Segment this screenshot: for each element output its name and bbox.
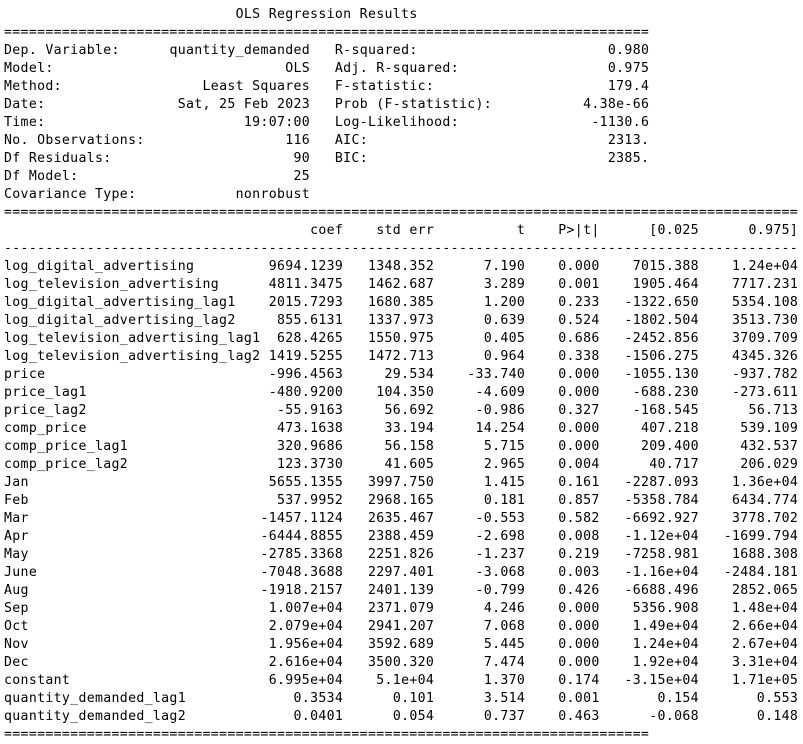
p-value: 0.001 bbox=[558, 691, 600, 706]
table-row bbox=[4, 564, 798, 582]
ci-lower-value: -1802.504 bbox=[624, 313, 699, 328]
summary-stat-value: 0.980 bbox=[607, 43, 650, 58]
ci-upper-value: 206.029 bbox=[740, 457, 799, 472]
coef-value: 628.4265 bbox=[276, 331, 344, 346]
p-value: 0.000 bbox=[558, 385, 600, 400]
ci-lower-value: 5356.908 bbox=[632, 601, 699, 616]
coef-value: 5655.1355 bbox=[268, 475, 344, 490]
double-rule: ================================================================================================ bbox=[4, 205, 799, 220]
t-value: -0.553 bbox=[475, 511, 526, 526]
summary-value: nonrobust bbox=[235, 187, 311, 202]
ci-lower-value: -1055.130 bbox=[624, 367, 699, 382]
ci-upper-value: -1699.794 bbox=[723, 529, 799, 544]
summary-value: quantity_demanded bbox=[169, 43, 311, 58]
page-title: OLS Regression Results bbox=[235, 7, 418, 22]
table-row bbox=[4, 312, 798, 330]
ci-lower-value: -5358.784 bbox=[624, 493, 699, 508]
t-value: 1.370 bbox=[483, 673, 526, 688]
ci-upper-value: 1.48e+04 bbox=[732, 601, 799, 616]
std-err-value: 2251.826 bbox=[367, 547, 435, 562]
table-row bbox=[4, 438, 798, 456]
ci-lower-value: -6692.927 bbox=[624, 511, 699, 526]
ci-upper-value: 3.31e+04 bbox=[732, 655, 799, 670]
variable-name: log_digital_advertising_lag2 bbox=[4, 313, 236, 328]
variable-name: Aug bbox=[4, 583, 29, 598]
ci-upper-value: 5354.108 bbox=[732, 295, 799, 310]
t-value: 14.254 bbox=[475, 421, 526, 436]
table-row bbox=[4, 582, 798, 600]
variable-name: comp_price bbox=[4, 421, 87, 436]
variable-name: quantity_demanded_lag1 bbox=[4, 691, 186, 706]
t-value: -0.986 bbox=[475, 403, 526, 418]
std-err-value: 1680.385 bbox=[368, 295, 435, 310]
table-row bbox=[4, 546, 798, 564]
ci-upper-value: 1688.308 bbox=[732, 547, 799, 562]
summary-stat-value: 2385. bbox=[607, 151, 650, 166]
p-value: 0.327 bbox=[558, 403, 600, 418]
std-err-value: 3997.750 bbox=[368, 475, 435, 490]
t-value: 0.639 bbox=[483, 313, 526, 328]
p-value: 0.000 bbox=[558, 601, 600, 616]
ci-upper-value: 56.713 bbox=[748, 403, 799, 418]
variable-name: June bbox=[4, 565, 38, 580]
t-value: 7.190 bbox=[483, 259, 526, 274]
p-value: 0.463 bbox=[558, 709, 600, 724]
ci-lower-value: -2452.856 bbox=[624, 331, 699, 346]
table-row bbox=[4, 348, 798, 366]
summary-value: 25 bbox=[293, 169, 311, 184]
summary-stat-label: Adj. R-squared: bbox=[334, 61, 459, 76]
summary-row bbox=[4, 42, 798, 60]
coef-value: 320.9686 bbox=[276, 439, 344, 454]
t-value: 0.181 bbox=[483, 493, 526, 508]
variable-name: Dec bbox=[4, 655, 29, 670]
summary-row bbox=[4, 150, 798, 168]
summary-label: Covariance Type: bbox=[4, 187, 137, 202]
p-value: 0.000 bbox=[558, 439, 600, 454]
table-row bbox=[4, 690, 798, 708]
ci-upper-value: 432.537 bbox=[740, 439, 799, 454]
std-err-value: 1550.975 bbox=[367, 331, 435, 346]
table-row bbox=[4, 654, 798, 672]
table-row bbox=[4, 708, 798, 726]
ci-lower-value: 1.24e+04 bbox=[632, 637, 699, 652]
coef-value: 9694.1239 bbox=[268, 259, 344, 274]
summary-label: No. Observations: bbox=[4, 133, 145, 148]
summary-value: 116 bbox=[285, 133, 311, 148]
coef-header-row bbox=[4, 222, 798, 240]
column-header: std err bbox=[376, 223, 435, 238]
column-header: 0.975] bbox=[748, 223, 799, 238]
p-value: 0.338 bbox=[558, 349, 600, 364]
summary-label: Method: bbox=[4, 79, 62, 94]
p-value: 0.008 bbox=[558, 529, 600, 544]
std-err-value: 1348.352 bbox=[368, 259, 435, 274]
ci-upper-value: -2484.181 bbox=[723, 565, 799, 580]
coef-value: 537.9952 bbox=[276, 493, 344, 508]
t-value: 0.964 bbox=[483, 349, 526, 364]
t-value: 5.445 bbox=[483, 637, 526, 652]
table-row bbox=[4, 384, 798, 402]
table-row bbox=[4, 402, 798, 420]
coef-value: 1.956e+04 bbox=[268, 637, 344, 652]
summary-value: 90 bbox=[293, 151, 311, 166]
p-value: 0.857 bbox=[558, 493, 600, 508]
t-value: -2.698 bbox=[475, 529, 526, 544]
column-header: coef bbox=[310, 223, 344, 238]
ci-upper-value: 2.67e+04 bbox=[732, 637, 799, 652]
p-value: 0.004 bbox=[558, 457, 600, 472]
std-err-value: 0.101 bbox=[392, 691, 435, 706]
table-row bbox=[4, 456, 798, 474]
ci-upper-value: 1.24e+04 bbox=[732, 259, 799, 274]
ci-lower-value: -1506.275 bbox=[624, 349, 699, 364]
t-value: -3.068 bbox=[475, 565, 526, 580]
coef-value: -1457.1124 bbox=[260, 511, 344, 526]
ci-lower-value: 209.400 bbox=[640, 439, 699, 454]
std-err-value: 2297.401 bbox=[367, 565, 435, 580]
summary-stat-value: -1130.6 bbox=[591, 115, 650, 130]
std-err-value: 104.350 bbox=[376, 385, 435, 400]
table-row bbox=[4, 330, 798, 348]
ci-upper-value: 1.36e+04 bbox=[732, 475, 799, 490]
p-value: 0.000 bbox=[558, 259, 600, 274]
coef-value: 1419.5255 bbox=[268, 349, 344, 364]
summary-stat-label: F-statistic: bbox=[334, 79, 435, 94]
ci-lower-value: -2287.093 bbox=[624, 475, 699, 490]
ci-upper-value: 2.66e+04 bbox=[732, 619, 799, 634]
summary-label: Date: bbox=[4, 97, 46, 112]
std-err-value: 56.158 bbox=[384, 439, 435, 454]
variable-name: quantity_demanded_lag2 bbox=[4, 709, 186, 724]
variable-name: log_television_advertising_lag1 bbox=[4, 331, 261, 346]
p-value: 0.219 bbox=[558, 547, 600, 562]
ci-lower-value: -688.230 bbox=[632, 385, 699, 400]
p-value: 0.582 bbox=[558, 511, 600, 526]
summary-stat-label: R-squared: bbox=[334, 43, 418, 58]
column-header: t bbox=[516, 223, 526, 238]
coef-value: 1.007e+04 bbox=[268, 601, 344, 616]
coef-value: 2.616e+04 bbox=[268, 655, 344, 670]
std-err-value: 56.692 bbox=[384, 403, 435, 418]
std-err-value: 29.534 bbox=[384, 367, 435, 382]
t-value: 7.068 bbox=[483, 619, 526, 634]
summary-value: 19:07:00 bbox=[243, 115, 311, 130]
t-value: 2.965 bbox=[483, 457, 526, 472]
ci-upper-value: 1.71e+05 bbox=[732, 673, 799, 688]
t-value: 3.289 bbox=[483, 277, 526, 292]
coef-value: -6444.8855 bbox=[260, 529, 344, 544]
ci-upper-value: 3709.709 bbox=[732, 331, 799, 346]
variable-name: comp_price_lag1 bbox=[4, 439, 129, 454]
summary-label: Model: bbox=[4, 61, 54, 76]
table-row bbox=[4, 672, 798, 690]
title-line bbox=[4, 6, 798, 24]
p-value: 0.233 bbox=[558, 295, 600, 310]
summary-stat-value: 4.38e-66 bbox=[583, 97, 650, 112]
ci-upper-value: 0.148 bbox=[756, 709, 799, 724]
std-err-value: 2968.165 bbox=[368, 493, 435, 508]
std-err-value: 5.1e+04 bbox=[376, 673, 435, 688]
ci-lower-value: 1.92e+04 bbox=[632, 655, 699, 670]
ci-upper-value: 539.109 bbox=[740, 421, 799, 436]
p-value: 0.000 bbox=[558, 655, 600, 670]
p-value: 0.686 bbox=[558, 331, 600, 346]
coef-value: 2.079e+04 bbox=[268, 619, 344, 634]
summary-stat-label: Log-Likelihood: bbox=[334, 115, 459, 130]
variable-name: log_digital_advertising bbox=[4, 259, 195, 274]
ci-lower-value: -1.12e+04 bbox=[624, 529, 699, 544]
ci-lower-value: -0.068 bbox=[649, 709, 699, 724]
coef-value: 123.3730 bbox=[276, 457, 344, 472]
t-value: -1.237 bbox=[475, 547, 526, 562]
ci-lower-value: -1.16e+04 bbox=[624, 565, 699, 580]
std-err-value: 33.194 bbox=[384, 421, 435, 436]
table-row bbox=[4, 528, 798, 546]
variable-name: price bbox=[4, 367, 46, 382]
regression-output bbox=[4, 6, 798, 744]
summary-value: Least Squares bbox=[202, 79, 311, 94]
std-err-value: 0.054 bbox=[392, 709, 435, 724]
coef-value: 0.0401 bbox=[293, 709, 344, 724]
variable-name: Sep bbox=[4, 601, 29, 616]
p-value: 0.174 bbox=[558, 673, 600, 688]
t-value: 1.200 bbox=[483, 295, 526, 310]
coef-value: -55.9163 bbox=[276, 403, 344, 418]
coef-value: 473.1638 bbox=[276, 421, 344, 436]
t-value: 7.474 bbox=[483, 655, 526, 670]
summary-value: Sat, 25 Feb 2023 bbox=[177, 97, 311, 112]
ci-lower-value: -1322.650 bbox=[624, 295, 699, 310]
ci-lower-value: 1905.464 bbox=[632, 277, 699, 292]
variable-name: Nov bbox=[4, 637, 29, 652]
ci-lower-value: 407.218 bbox=[640, 421, 699, 436]
p-value: 0.524 bbox=[558, 313, 600, 328]
coef-value: 2015.7293 bbox=[268, 295, 344, 310]
ci-upper-value: 4345.326 bbox=[732, 349, 799, 364]
summary-row bbox=[4, 60, 798, 78]
variable-name: price_lag2 bbox=[4, 403, 87, 418]
coef-value: 6.995e+04 bbox=[268, 673, 344, 688]
ci-upper-value: 7717.231 bbox=[732, 277, 799, 292]
ci-lower-value: 0.154 bbox=[657, 691, 699, 706]
p-value: 0.000 bbox=[558, 619, 600, 634]
ci-lower-value: -3.15e+04 bbox=[624, 673, 699, 688]
ci-upper-value: -273.611 bbox=[732, 385, 799, 400]
variable-name: comp_price_lag2 bbox=[4, 457, 129, 472]
table-row bbox=[4, 636, 798, 654]
table-row bbox=[4, 258, 798, 276]
variable-name: May bbox=[4, 547, 29, 562]
summary-label: Df Model: bbox=[4, 169, 79, 184]
coef-value: -1918.2157 bbox=[260, 583, 344, 598]
p-value: 0.003 bbox=[558, 565, 600, 580]
t-value: 4.246 bbox=[483, 601, 526, 616]
table-row bbox=[4, 510, 798, 528]
ci-lower-value: 40.717 bbox=[649, 457, 699, 472]
summary-stat-value: 0.975 bbox=[607, 61, 650, 76]
summary-row bbox=[4, 78, 798, 96]
std-err-value: 2371.079 bbox=[368, 601, 435, 616]
p-value: 0.161 bbox=[558, 475, 600, 490]
std-err-value: 2635.467 bbox=[367, 511, 435, 526]
coef-value: -2785.3368 bbox=[260, 547, 344, 562]
summary-row bbox=[4, 132, 798, 150]
t-value: 0.405 bbox=[483, 331, 526, 346]
table-row bbox=[4, 492, 798, 510]
t-value: 0.737 bbox=[483, 709, 526, 724]
t-value: 3.514 bbox=[483, 691, 526, 706]
variable-name: Feb bbox=[4, 493, 29, 508]
t-value: -0.799 bbox=[475, 583, 526, 598]
variable-name: Apr bbox=[4, 529, 29, 544]
variable-name: log_television_advertising_lag2 bbox=[4, 349, 261, 364]
coef-value: 855.6131 bbox=[276, 313, 344, 328]
double-rule: ============================================================================== bbox=[4, 25, 650, 40]
std-err-value: 2401.139 bbox=[367, 583, 435, 598]
t-value: -33.740 bbox=[467, 367, 526, 382]
summary-row bbox=[4, 114, 798, 132]
summary-row bbox=[4, 168, 798, 186]
std-err-value: 1337.973 bbox=[368, 313, 435, 328]
p-value: 0.001 bbox=[558, 277, 600, 292]
std-err-value: 3500.320 bbox=[368, 655, 435, 670]
table-row bbox=[4, 276, 798, 294]
variable-name: price_lag1 bbox=[4, 385, 87, 400]
coef-value: 4811.3475 bbox=[268, 277, 344, 292]
table-row bbox=[4, 420, 798, 438]
summary-label: Df Residuals: bbox=[4, 151, 112, 166]
ci-lower-value: -6688.496 bbox=[624, 583, 699, 598]
summary-stat-label: BIC: bbox=[334, 151, 368, 166]
variable-name: Mar bbox=[4, 511, 29, 526]
variable-name: Oct bbox=[4, 619, 29, 634]
ci-upper-value: 6434.774 bbox=[732, 493, 799, 508]
coef-value: -7048.3688 bbox=[260, 565, 344, 580]
t-value: 5.715 bbox=[483, 439, 526, 454]
std-err-value: 2941.207 bbox=[368, 619, 435, 634]
std-err-value: 41.605 bbox=[384, 457, 435, 472]
variable-name: constant bbox=[4, 673, 71, 688]
p-value: 0.000 bbox=[558, 421, 600, 436]
coef-value: -480.9200 bbox=[268, 385, 344, 400]
column-header: [0.025 bbox=[649, 223, 699, 238]
coef-value: 0.3534 bbox=[293, 691, 344, 706]
ci-lower-value: 1.49e+04 bbox=[632, 619, 699, 634]
column-header: P>|t| bbox=[558, 223, 600, 238]
summary-stat-label: Prob (F-statistic): bbox=[334, 97, 493, 112]
coef-value: -996.4563 bbox=[268, 367, 344, 382]
t-value: 1.415 bbox=[483, 475, 526, 490]
variable-name: log_television_advertising bbox=[4, 277, 220, 292]
variable-name: log_digital_advertising_lag1 bbox=[4, 295, 236, 310]
p-value: 0.426 bbox=[558, 583, 600, 598]
p-value: 0.000 bbox=[558, 637, 600, 652]
t-value: -4.609 bbox=[475, 385, 526, 400]
std-err-value: 3592.689 bbox=[368, 637, 435, 652]
summary-label: Dep. Variable: bbox=[4, 43, 120, 58]
summary-stat-label: AIC: bbox=[334, 133, 368, 148]
single-rule: ------------------------------------------------------------------------------------------------ bbox=[4, 241, 799, 256]
ci-upper-value: 2852.065 bbox=[732, 583, 799, 598]
table-row bbox=[4, 474, 798, 492]
std-err-value: 2388.459 bbox=[367, 529, 435, 544]
ci-upper-value: 3513.730 bbox=[732, 313, 799, 328]
table-row bbox=[4, 294, 798, 312]
std-err-value: 1462.687 bbox=[367, 277, 435, 292]
table-row bbox=[4, 600, 798, 618]
p-value: 0.000 bbox=[558, 367, 600, 382]
ci-upper-value: 3778.702 bbox=[732, 511, 799, 526]
summary-row bbox=[4, 186, 798, 204]
summary-label: Time: bbox=[4, 115, 46, 130]
summary-stat-value: 179.4 bbox=[607, 79, 650, 94]
ci-lower-value: 7015.388 bbox=[632, 259, 699, 274]
ci-lower-value: -168.545 bbox=[632, 403, 699, 418]
variable-name: Jan bbox=[4, 475, 29, 490]
table-row bbox=[4, 366, 798, 384]
double-rule: ============================================================================== bbox=[4, 727, 650, 742]
ci-lower-value: -7258.981 bbox=[624, 547, 699, 562]
std-err-value: 1472.713 bbox=[367, 349, 435, 364]
summary-row bbox=[4, 96, 798, 114]
ci-upper-value: -937.782 bbox=[731, 367, 799, 382]
ci-upper-value: 0.553 bbox=[756, 691, 799, 706]
summary-value: OLS bbox=[285, 61, 311, 76]
summary-stat-value: 2313. bbox=[607, 133, 650, 148]
table-row bbox=[4, 618, 798, 636]
